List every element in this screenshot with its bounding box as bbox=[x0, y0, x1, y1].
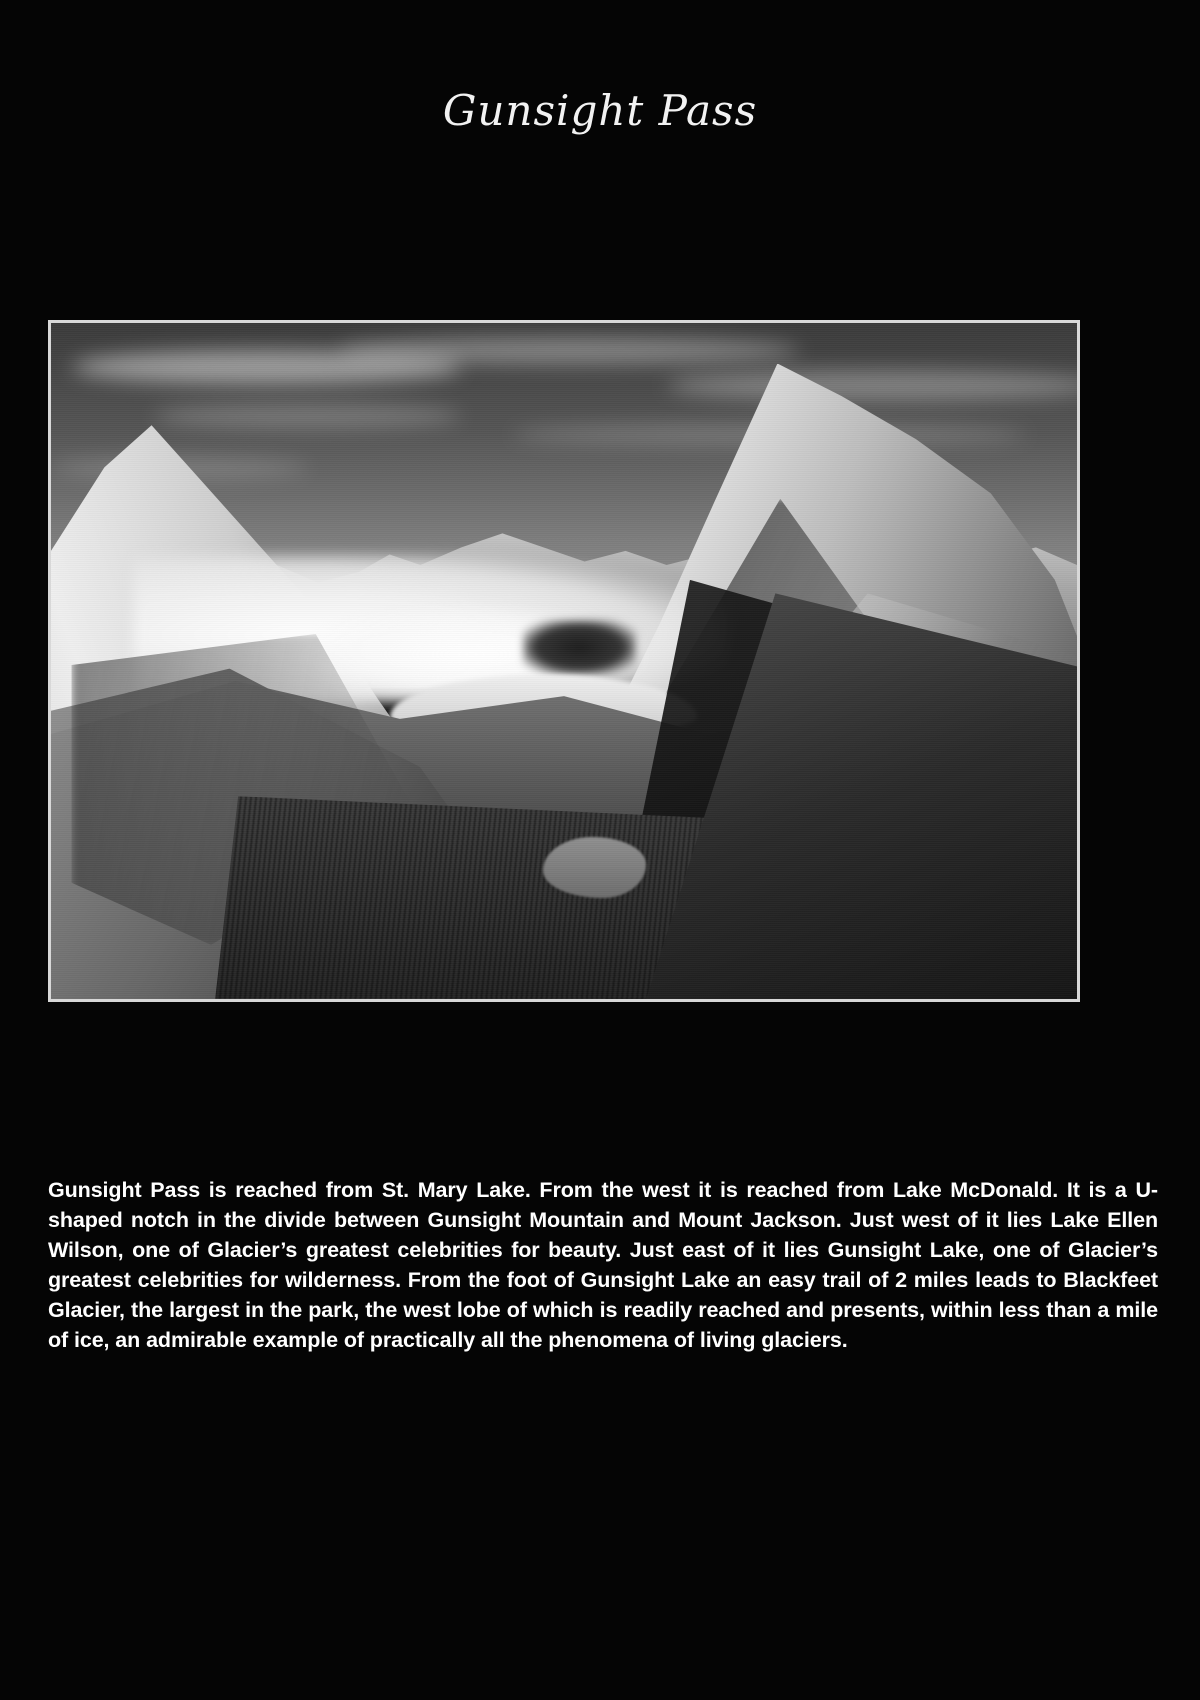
cloud-band bbox=[338, 337, 800, 364]
cloud-band bbox=[667, 370, 1077, 400]
caption-text: Gunsight Pass is reached from St. Mary Lake. From the west it is reached from Lake McDonald. It is a U-shaped notch in the divide between Gunsight Mountain and Mount Jackson. Just west of it lies Lake Ellen Wilson, one of Glacier’s greatest celebrities for beauty. Just east of it lies Gunsight Lake, one of Glacier’s greatest celebrities for wilderness. From the foot of Gunsight Lake an easy trail of 2 miles leads to Blackfeet Glacier, the largest in the park, the west lobe of which is readily reached and presents, within less than a mile of ice, an admirable example of practically all the phenomena of living glaciers. bbox=[48, 1178, 1158, 1352]
cloud-band bbox=[154, 404, 462, 428]
gunsight-notch bbox=[523, 620, 636, 674]
page-title: Gunsight Pass bbox=[442, 86, 758, 135]
photo-frame bbox=[48, 320, 1080, 1002]
valley-lake bbox=[543, 837, 646, 898]
gunsight-pass-photograph bbox=[51, 323, 1077, 999]
